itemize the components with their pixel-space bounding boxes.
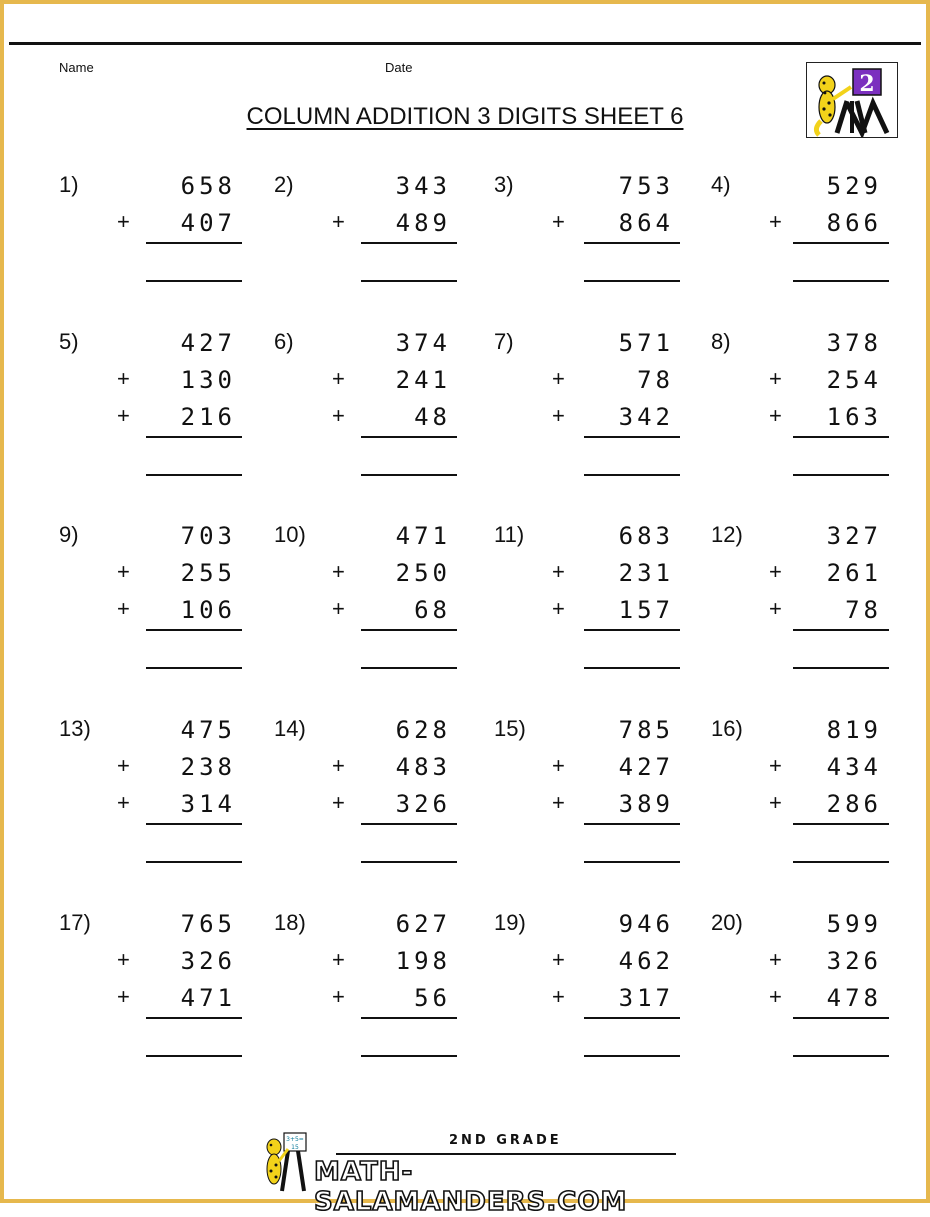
addend-value: 56 (414, 984, 451, 1012)
sum-underline (361, 1017, 457, 1019)
addend-value: 238 (180, 753, 236, 781)
answer-line[interactable] (793, 861, 889, 863)
plus-sign: + (552, 209, 565, 234)
addend-value: 106 (180, 596, 236, 624)
answer-line[interactable] (361, 667, 457, 669)
addend-value: 317 (618, 984, 674, 1012)
addend-value: 658 (180, 172, 236, 200)
addend-value: 819 (826, 716, 882, 744)
sum-underline (584, 242, 680, 244)
answer-line[interactable] (793, 280, 889, 282)
addend-value: 683 (618, 522, 674, 550)
addend-value: 599 (826, 910, 882, 938)
problem-number: 20) (711, 910, 743, 935)
sum-underline (793, 1017, 889, 1019)
plus-sign: + (769, 790, 782, 815)
answer-line[interactable] (584, 861, 680, 863)
addend-value: 326 (395, 790, 451, 818)
sum-underline (584, 823, 680, 825)
sum-underline (361, 242, 457, 244)
plus-sign: + (117, 366, 130, 391)
answer-line[interactable] (793, 667, 889, 669)
page-title (4, 103, 926, 131)
addend-value: 342 (618, 403, 674, 431)
plus-sign: + (332, 790, 345, 815)
addend-value: 785 (618, 716, 674, 744)
addend-value: 407 (180, 209, 236, 237)
plus-sign: + (552, 596, 565, 621)
addend-value: 241 (395, 366, 451, 394)
answer-line[interactable] (584, 280, 680, 282)
footer-site-text: MATH-SALAMANDERS.COM (314, 1157, 628, 1217)
footer-salamander-icon (254, 1129, 314, 1193)
sum-underline (361, 823, 457, 825)
addend-value: 946 (618, 910, 674, 938)
plus-sign: + (769, 366, 782, 391)
plus-sign: + (117, 596, 130, 621)
top-rule (9, 42, 921, 45)
plus-sign: + (552, 984, 565, 1009)
plus-sign: + (332, 947, 345, 972)
plus-sign: + (117, 403, 130, 428)
addend-value: 529 (826, 172, 882, 200)
problem-number: 16) (711, 716, 743, 741)
plus-sign: + (769, 984, 782, 1009)
plus-sign: + (332, 209, 345, 234)
plus-sign: + (552, 559, 565, 584)
answer-line[interactable] (793, 1055, 889, 1057)
plus-sign: + (117, 947, 130, 972)
sum-underline (146, 436, 242, 438)
addend-value: 163 (826, 403, 882, 431)
plus-sign: + (332, 596, 345, 621)
answer-line[interactable] (361, 474, 457, 476)
addend-value: 314 (180, 790, 236, 818)
addend-value: 216 (180, 403, 236, 431)
problem-number: 4) (711, 172, 731, 197)
plus-sign: + (332, 559, 345, 584)
plus-sign: + (769, 596, 782, 621)
plus-sign: + (552, 753, 565, 778)
answer-line[interactable] (146, 1055, 242, 1057)
addend-value: 864 (618, 209, 674, 237)
plus-sign: + (117, 559, 130, 584)
addend-value: 250 (395, 559, 451, 587)
plus-sign: + (769, 947, 782, 972)
addend-value: 427 (618, 753, 674, 781)
plus-sign: + (769, 403, 782, 428)
addend-value: 478 (826, 984, 882, 1012)
plus-sign: + (552, 947, 565, 972)
sum-underline (146, 1017, 242, 1019)
addend-value: 78 (845, 596, 882, 624)
footer-logo (254, 1129, 684, 1217)
addend-value: 389 (618, 790, 674, 818)
addend-value: 483 (395, 753, 451, 781)
answer-line[interactable] (361, 861, 457, 863)
addend-value: 753 (618, 172, 674, 200)
sum-underline (146, 629, 242, 631)
sum-underline (146, 242, 242, 244)
answer-line[interactable] (793, 474, 889, 476)
problem-number: 18) (274, 910, 306, 935)
addend-value: 703 (180, 522, 236, 550)
addend-value: 48 (414, 403, 451, 431)
addend-value: 326 (826, 947, 882, 975)
sum-underline (584, 1017, 680, 1019)
addend-value: 627 (395, 910, 451, 938)
problem-number: 19) (494, 910, 526, 935)
problem-number: 9) (59, 522, 79, 547)
addend-value: 327 (826, 522, 882, 550)
addend-value: 198 (395, 947, 451, 975)
answer-line[interactable] (146, 280, 242, 282)
answer-line[interactable] (584, 1055, 680, 1057)
sum-underline (793, 242, 889, 244)
addend-value: 78 (637, 366, 674, 394)
addend-value: 286 (826, 790, 882, 818)
grade-badge-number: 2 (859, 71, 875, 97)
addend-value: 475 (180, 716, 236, 744)
addend-value: 427 (180, 329, 236, 357)
grade-logo (806, 62, 898, 138)
plus-sign: + (332, 753, 345, 778)
problem-number: 5) (59, 329, 79, 354)
addend-value: 765 (180, 910, 236, 938)
problem-number: 2) (274, 172, 294, 197)
answer-line[interactable] (146, 667, 242, 669)
sum-underline (793, 436, 889, 438)
sum-underline (361, 436, 457, 438)
name-label: Name (59, 60, 94, 75)
addend-value: 489 (395, 209, 451, 237)
plus-sign: + (332, 403, 345, 428)
page-title-text: COLUMN ADDITION 3 DIGITS SHEET 6 (246, 103, 684, 130)
sum-underline (146, 823, 242, 825)
plus-sign: + (552, 403, 565, 428)
sum-underline (584, 629, 680, 631)
answer-line[interactable] (146, 474, 242, 476)
addend-value: 254 (826, 366, 882, 394)
plus-sign: + (117, 209, 130, 234)
addend-value: 374 (395, 329, 451, 357)
answer-line[interactable] (361, 280, 457, 282)
problem-number: 1) (59, 172, 79, 197)
problem-number: 15) (494, 716, 526, 741)
problem-number: 12) (711, 522, 743, 547)
salamander-icon (807, 63, 897, 137)
sum-underline (361, 629, 457, 631)
addend-value: 231 (618, 559, 674, 587)
addend-value: 130 (180, 366, 236, 394)
addend-value: 261 (826, 559, 882, 587)
addend-value: 343 (395, 172, 451, 200)
plus-sign: + (769, 559, 782, 584)
sum-underline (793, 629, 889, 631)
problem-number: 14) (274, 716, 306, 741)
addend-value: 157 (618, 596, 674, 624)
sum-underline (793, 823, 889, 825)
problem-number: 7) (494, 329, 514, 354)
svg-text:3+5=: 3+5= (286, 1136, 304, 1143)
addend-value: 471 (395, 522, 451, 550)
problem-number: 17) (59, 910, 91, 935)
problem-number: 8) (711, 329, 731, 354)
answer-line[interactable] (584, 474, 680, 476)
plus-sign: + (769, 753, 782, 778)
date-label: Date (385, 60, 413, 75)
addend-value: 434 (826, 753, 882, 781)
plus-sign: + (552, 366, 565, 391)
footer-rule (336, 1153, 676, 1155)
plus-sign: + (552, 790, 565, 815)
problem-number: 13) (59, 716, 91, 741)
sum-underline (584, 436, 680, 438)
plus-sign: + (332, 366, 345, 391)
problem-number: 3) (494, 172, 514, 197)
plus-sign: + (769, 209, 782, 234)
problem-number: 11) (494, 522, 525, 547)
addend-value: 571 (618, 329, 674, 357)
plus-sign: + (117, 790, 130, 815)
answer-line[interactable] (146, 861, 242, 863)
addend-value: 326 (180, 947, 236, 975)
problem-number: 10) (274, 522, 306, 547)
addend-value: 471 (180, 984, 236, 1012)
addend-value: 866 (826, 209, 882, 237)
addend-value: 628 (395, 716, 451, 744)
plus-sign: + (117, 984, 130, 1009)
plus-sign: + (332, 984, 345, 1009)
answer-line[interactable] (584, 667, 680, 669)
addend-value: 68 (414, 596, 451, 624)
addend-value: 255 (180, 559, 236, 587)
plus-sign: + (117, 753, 130, 778)
svg-text:15: 15 (291, 1144, 299, 1151)
footer-grade-text: 2ND GRADE (449, 1133, 562, 1148)
problem-number: 6) (274, 329, 294, 354)
addend-value: 462 (618, 947, 674, 975)
answer-line[interactable] (361, 1055, 457, 1057)
addend-value: 378 (826, 329, 882, 357)
